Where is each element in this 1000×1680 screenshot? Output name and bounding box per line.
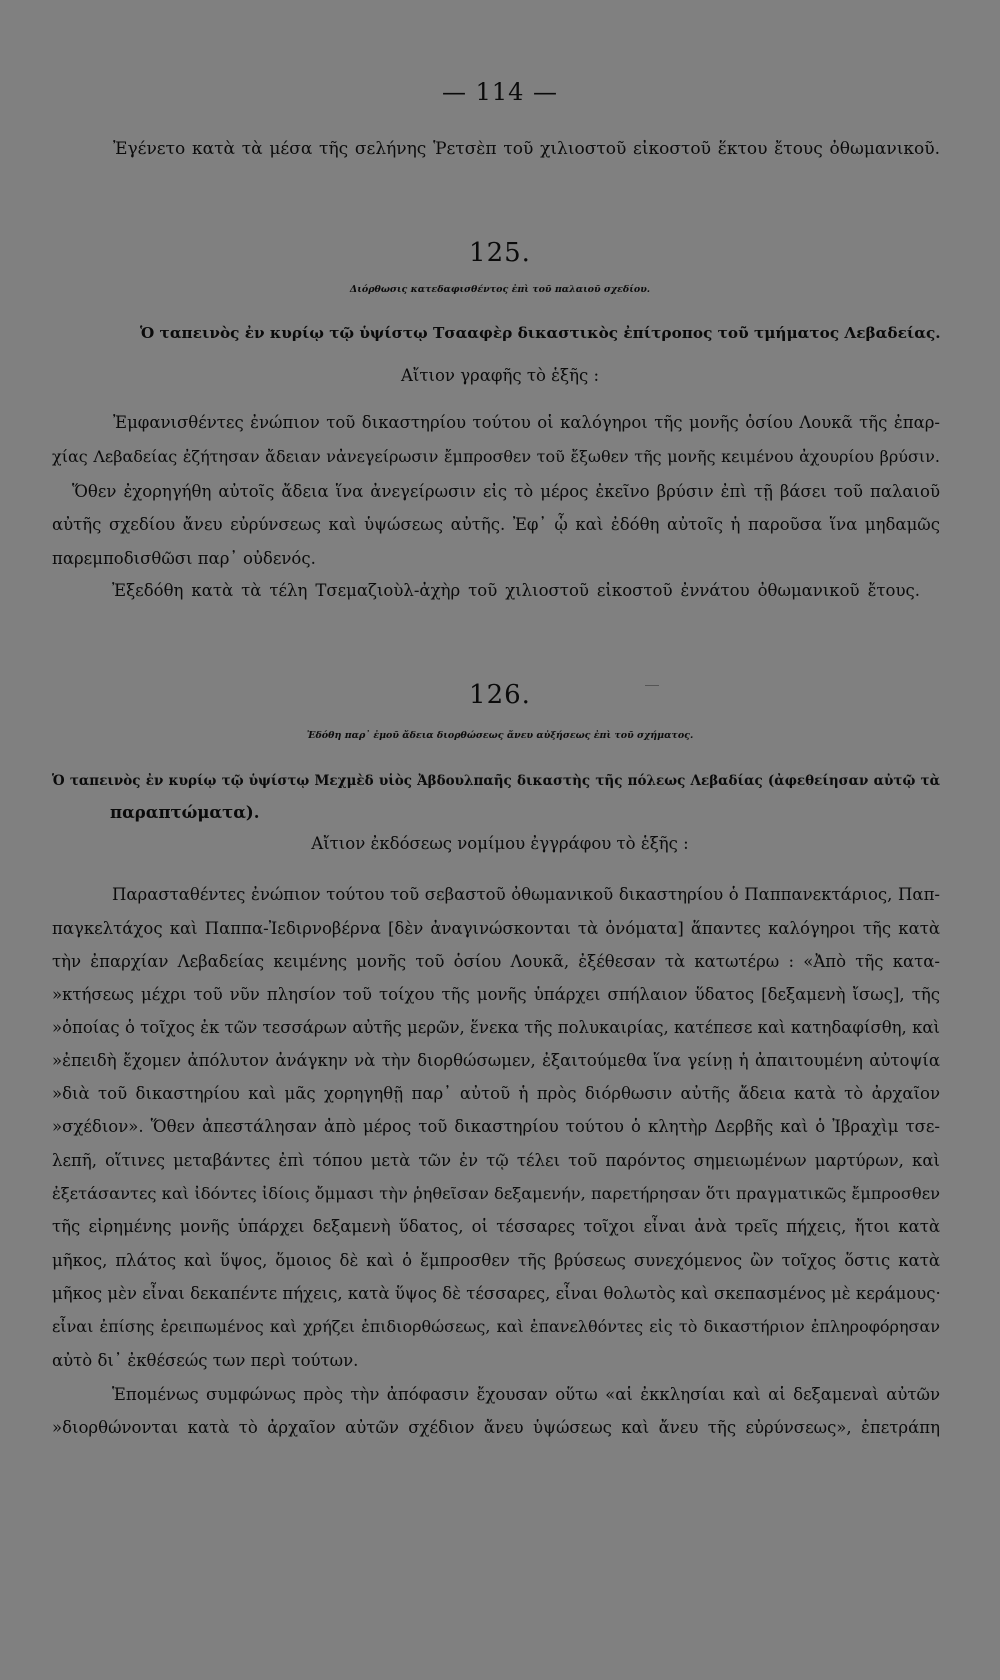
paragraph-line: λεπῆ, οἵτινες μεταβάντες ἐπὶ τόπου μετὰ τῶν ἐν τῷ τέλει τοῦ παρόντος σημειωμένων μαρτύρων, καὶ <box>52 1151 940 1170</box>
page-number: — 114 — <box>441 78 559 106</box>
document-subheading-125: Αἴτιον γραφῆς τὸ ἑξῆς : <box>401 366 599 385</box>
document-number-125: 125. <box>469 238 531 268</box>
paragraph-line: »σχέδιον». Ὅθεν ἀπεστάλησαν ἀπὸ μέρος τοῦ δικαστηρίου τούτου ὁ κλητὴρ Δερβῆς καὶ ὁ Ἰβραχὶμ τσε- <box>52 1117 940 1136</box>
paragraph-line: μῆκος μὲν εἶναι δεκαπέντε πήχεις, κατὰ ὕψος δὲ τέσσαρες, εἶναι θολωτὸς καὶ σκεπασμένος μὲ κεράμους· <box>52 1284 941 1303</box>
paragraph-line: »διὰ τοῦ δικαστηρίου καὶ μᾶς χορηγηθῇ παρ᾽ αὐτοῦ ἡ πρὸς διόρθωσιν αὐτῆς ἄδεια κατὰ τὸ ἀρχαῖον <box>52 1084 940 1103</box>
document-number-126: 126. <box>469 680 531 710</box>
paragraph-line: μῆκος, πλάτος καὶ ὕψος, ὅμοιος δὲ καὶ ὁ ἔμπροσθεν τῆς βρύσεως συνεχόμενος ὢν τοῖχος ὅστις κατὰ <box>52 1251 940 1270</box>
paragraph-line: χίας Λεβαδείας ἐζήτησαν ἄδειαν νἀνεγείρωσιν ἔμπροσθεν τοῦ ἔξωθεν τῆς μονῆς κειμένου ἀχουρίου βρύσιν. <box>52 447 940 466</box>
paragraph-line: τῆς εἰρημένης μονῆς ὑπάρχει δεξαμενὴ ὕδατος, οἱ τέσσαρες τοῖχοι εἶναι ἀνὰ τρεῖς πήχεις, ἤτοι κατὰ <box>52 1217 940 1236</box>
paragraph-line: »διορθώνονται κατὰ τὸ ἀρχαῖον αὐτῶν σχέδιον ἄνευ ὑψώσεως καὶ ἄνευ τῆς εὐρύνσεως», ἐπετράπη <box>52 1418 940 1437</box>
paragraph-line: Ἐμφανισθέντες ἐνώπιον τοῦ δικαστηρίου τούτου οἱ καλόγηροι τῆς μονῆς ὁσίου Λουκᾶ τῆς ἐπαρ- <box>113 413 940 432</box>
paragraph-line: εἶναι ἐπίσης ἐρειπωμένος καὶ χρήζει ἐπιδιορθώσεως, καὶ ἐπανελθόντες εἰς τὸ δικαστήριον ἐπληροφόρησαν <box>52 1317 940 1336</box>
paragraph-line: παγκελτάχος καὶ Παππα-Ἰεδιρνοβέρνα [δὲν ἀναγινώσκονται τὰ ὀνόματα] ἅπαντες καλόγηροι τῆς κατὰ <box>52 919 940 938</box>
paragraph-line: ἐξετάσαντες καὶ ἰδόντες ἰδίοις ὄμμασι τὴν ῥηθεῖσαν δεξαμενήν, παρετήρησαν ὅτι πραγματικῶς ἔμπροσθεν <box>52 1184 940 1203</box>
document-heading-125: Ὁ ταπεινὸς ἐν κυρίῳ τῷ ὑψίστῳ Τσααφὲρ δικαστικὸς ἐπίτροπος τοῦ τμήματος Λεβαδείας. <box>140 324 941 342</box>
paragraph-line: »κτήσεως μέχρι τοῦ νῦν πλησίον τοῦ τοίχου τῆς μονῆς ὑπάρχει σπήλαιον ὕδατος [δεξαμενὴ ἴσως], τῆς <box>52 985 940 1004</box>
paragraph-line: Ἐξεδόθη κατὰ τὰ τέλη Τσεμαζιοὺλ-ἀχὴρ τοῦ χιλιοστοῦ εἰκοστοῦ ἐννάτου ὀθωμανικοῦ ἔτους. <box>112 581 920 600</box>
paragraph-line: Παρασταθέντες ἐνώπιον τούτου τοῦ σεβαστοῦ ὀθωμανικοῦ δικαστηρίου ὁ Παππανεκτάριος, Παπ- <box>112 885 940 904</box>
document-subheading-126: Αἴτιον ἐκδόσεως νομίμου ἐγγράφου τὸ ἑξῆς : <box>311 834 689 853</box>
document-heading-126: Ὁ ταπεινὸς ἐν κυρίῳ τῷ ὑψίστῳ Μεχμὲδ υἱὸς Ἀβδουλπαῆς δικαστὴς τῆς πόλεως Λεβαδίας (ἀφεθείησαν αὐτῷ τὰ <box>52 773 940 789</box>
closing-line: Ἐγένετο κατὰ τὰ μέσα τῆς σελήνης Ῥετσὲπ τοῦ χιλιοστοῦ εἰκοστοῦ ἕκτου ἔτους ὀθωμανικοῦ. <box>113 139 940 159</box>
paragraph-line: αὐτῆς σχεδίου ἄνευ εὐρύνσεως καὶ ὑψώσεως αὐτῆς. Ἐφ᾽ ᾧ καὶ ἐδόθη αὐτοῖς ἡ παροῦσα ἵνα μηδαμῶς <box>52 515 940 534</box>
paragraph-line: παρεμποδισθῶσι παρ᾽ οὐδενός. <box>52 549 316 568</box>
paragraph-line: »ἐπειδὴ ἔχομεν ἀπόλυτον ἀνάγκην νὰ τὴν διορθώσωμεν, ἐξαιτούμεθα ἵνα γείνῃ ἡ ἀπαιτουμένη αὐτοψία <box>52 1051 940 1070</box>
document-note-125: Διόρθωσις κατεδαφισθέντος ἐπὶ τοῦ παλαιοῦ σχεδίου. <box>349 284 651 295</box>
paragraph-line: Ἑπομένως συμφώνως πρὸς τὴν ἀπόφασιν ἔχουσαν οὕτω «αἱ ἐκκλησίαι καὶ αἱ δεξαμεναὶ αὐτῶν <box>112 1385 940 1404</box>
paragraph-line: »ὁποίας ὁ τοῖχος ἐκ τῶν τεσσάρων αὐτῆς μερῶν, ἕνεκα τῆς πολυκαιρίας, κατέπεσε καὶ κατηδαφίσθη, καὶ <box>52 1018 940 1037</box>
document-heading-126-cont: παραπτώματα). <box>110 803 260 822</box>
paragraph-line: αὐτὸ δι᾽ ἐκθέσεώς των περὶ τούτων. <box>52 1351 359 1370</box>
scan-speck <box>645 685 659 686</box>
paragraph-line: τὴν ἐπαρχίαν Λεβαδείας κειμένης μονῆς τοῦ ὁσίου Λουκᾶ, ἐξέθεσαν τὰ κατωτέρω : «Ἀπὸ τῆς κατα- <box>52 952 940 971</box>
document-note-126: Ἐδόθη παρ᾽ ἐμοῦ ἄδεια διορθώσεως ἄνευ αὐξήσεως ἐπὶ τοῦ σχήματος. <box>306 730 694 741</box>
paragraph-line: Ὅθεν ἐχορηγήθη αὐτοῖς ἄδεια ἵνα ἀνεγείρωσιν εἰς τὸ μέρος ἐκεῖνο βρύσιν ἐπὶ τῇ βάσει τοῦ παλαιοῦ <box>72 482 940 501</box>
